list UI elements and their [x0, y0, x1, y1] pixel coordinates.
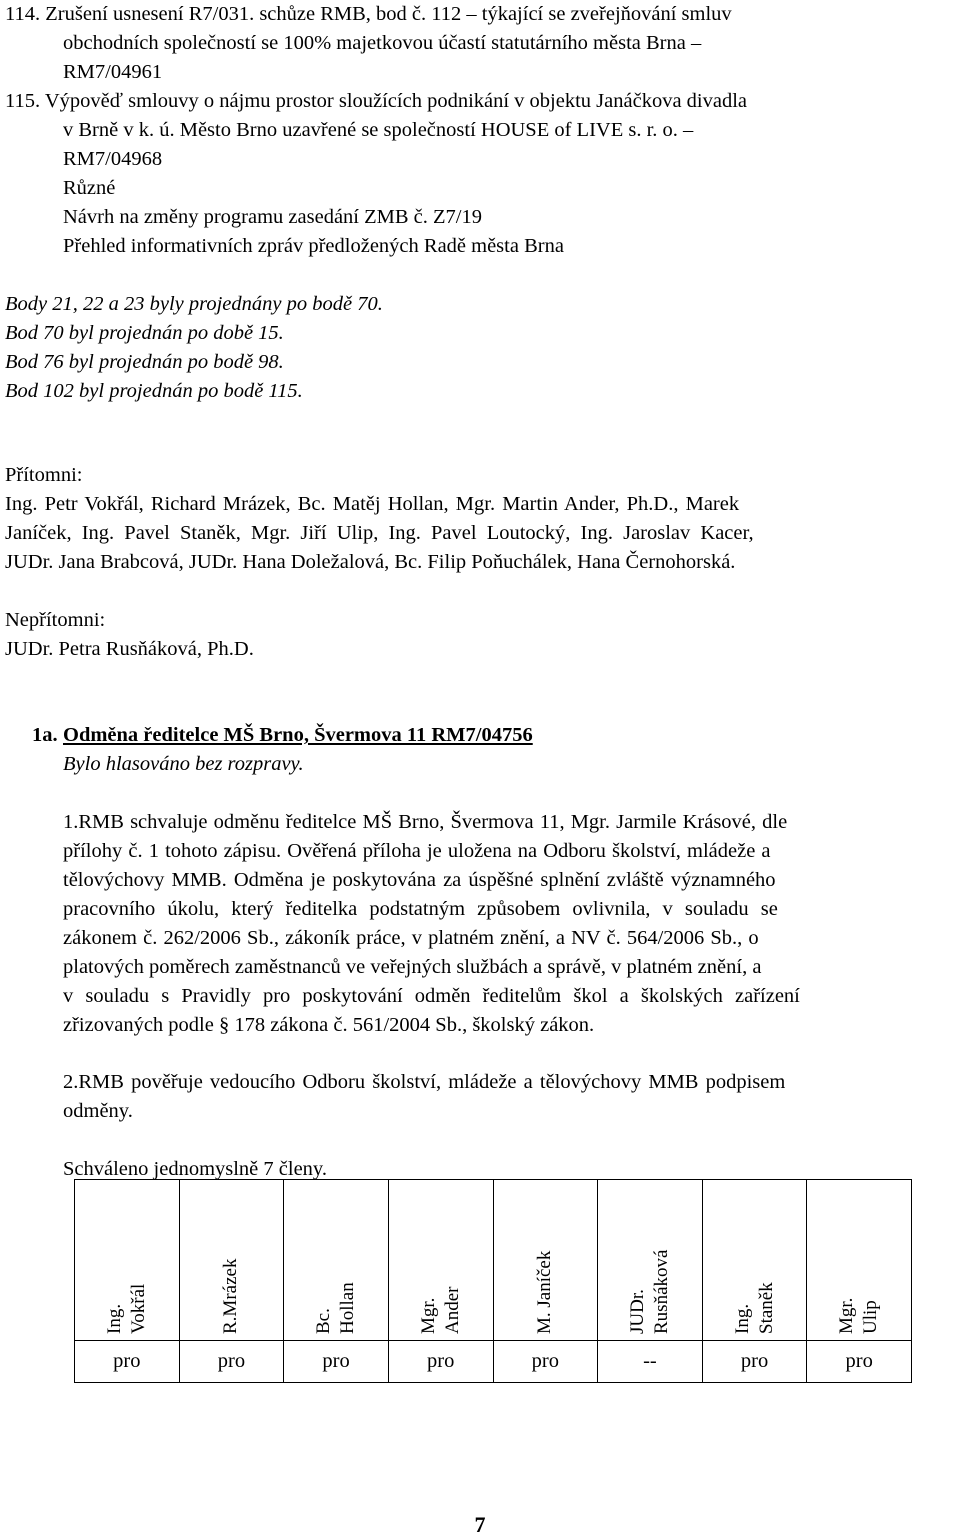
agenda-item-115-line2: v Brně v k. ú. Město Brno uzavřené se společností HOUSE of LIVE s. r. o. –	[63, 119, 694, 141]
resolution-1-line: platových poměrech zaměstnanců ve veřejných službách a správě, v platném znění, a	[63, 956, 762, 978]
vote-header-cell	[179, 1180, 284, 1341]
agenda-item-114	[5, 0, 957, 87]
misc-item-program-change: Návrh na změny programu zasedání ZMB č. Z7/19	[63, 206, 482, 228]
resolution-1	[63, 808, 956, 1040]
member-name: Mgr.	[836, 1297, 858, 1334]
present-names-line1: Ing. Petr Vokřál, Richard Mrázek, Bc. Matěj Hollan, Mgr. Martin Ander, Ph.D., Marek	[5, 493, 740, 515]
note-2: Bod 70 byl projednán po době 15.	[5, 322, 284, 344]
note-1: Body 21, 22 a 23 byly projednány po bodě 70.	[5, 293, 383, 315]
vote-value-cell: pro	[388, 1341, 493, 1383]
vote-table-header-row	[75, 1180, 912, 1341]
member-name: Ing.	[731, 1303, 753, 1334]
member-name: Bc.	[313, 1308, 335, 1334]
vote-value-cell: pro	[493, 1341, 598, 1383]
agenda-item-114-line3: RM7/04961	[63, 61, 163, 83]
resolution-1-line: 1.RMB schvaluje odměnu ředitelce MŠ Brno, Švermova 11, Mgr. Jarmile Krásové, dle	[63, 811, 788, 833]
vote-table-values-row	[75, 1341, 912, 1383]
member-name: M. Janíček	[534, 1250, 556, 1334]
vote-header-cell	[284, 1180, 389, 1341]
member-name: Staněk	[755, 1282, 777, 1334]
member-name: Mgr.	[417, 1297, 439, 1334]
section-title: Odměna ředitelce MŠ Brno, Švermova 11 RM7/04756	[63, 724, 533, 746]
member-name: Hollan	[337, 1282, 359, 1334]
vote-header-cell	[388, 1180, 493, 1341]
vote-value-cell: pro	[75, 1341, 180, 1383]
member-name: Ulip	[860, 1300, 882, 1334]
present-label: Přítomni:	[5, 464, 83, 486]
vote-value-cell: pro	[702, 1341, 807, 1383]
page-number: 7	[474, 1512, 486, 1537]
vote-header-cell	[493, 1180, 598, 1341]
resolution-1-line: zákonem č. 262/2006 Sb., zákoník práce, v platném znění, a NV č. 564/2006 Sb., o	[63, 927, 759, 949]
vote-header-cell	[702, 1180, 807, 1341]
agenda-item-114-line2: obchodních společností se 100% majetkovou účastí statutárního města Brna –	[63, 32, 702, 54]
member-name: R.Mrázek	[220, 1258, 242, 1334]
agenda-item-115	[5, 87, 957, 174]
vote-value-cell: pro	[179, 1341, 284, 1383]
vote-value-cell: pro	[807, 1341, 912, 1383]
resolution-1-line: přílohy č. 1 tohoto zápisu. Ověřená příloha je uložena na Odboru školství, mládeže a	[63, 840, 771, 862]
resolution-1-line: v souladu s Pravidly pro poskytování odměn ředitelům škol a školských zařízení	[63, 985, 800, 1007]
member-name: Ander	[441, 1286, 463, 1334]
resolution-2-line: odměny.	[63, 1100, 133, 1122]
member-name: Rusňáková	[650, 1249, 672, 1334]
present-names-line2: Janíček, Ing. Pavel Staněk, Mgr. Jiří Ulip, Ing. Pavel Loutocký, Ing. Jaroslav Kacer,	[5, 522, 754, 544]
vote-value-cell: --	[598, 1341, 703, 1383]
section-number: 1a.	[32, 724, 58, 746]
absent-label: Nepřítomni:	[5, 609, 106, 631]
vote-value-cell: pro	[284, 1341, 389, 1383]
present-names-line3: JUDr. Jana Brabcová, JUDr. Hana Doležalová, Bc. Filip Poňuchálek, Hana Černohorská.	[5, 551, 736, 573]
agenda-item-115-line3: RM7/04968	[63, 148, 163, 170]
resolution-2	[63, 1068, 956, 1126]
voting-note: Bylo hlasováno bez rozpravy.	[63, 753, 304, 775]
resolution-1-line: tělovýchovy MMB. Odměna je poskytována za úspěšné splnění zvláště významného	[63, 869, 776, 891]
resolution-2-line: 2.RMB pověřuje vedoucího Odboru školství, mládeže a tělovýchovy MMB podpisem	[63, 1071, 786, 1093]
resolution-1-line: zřizovaných podle § 178 zákona č. 561/2004 Sb., školský zákon.	[63, 1014, 595, 1036]
member-name: Ing.	[103, 1303, 125, 1334]
vote-table	[74, 1179, 912, 1383]
member-name: JUDr.	[626, 1289, 648, 1334]
misc-title: Různé	[63, 177, 116, 199]
vote-header-cell	[598, 1180, 703, 1341]
agenda-item-115-line1: 115. Výpověď smlouvy o nájmu prostor sloužících podnikání v objektu Janáčkova divadla	[5, 90, 748, 112]
note-4: Bod 102 byl projednán po bodě 115.	[5, 380, 303, 402]
approval-statement: Schváleno jednomyslně 7 členy.	[63, 1158, 327, 1180]
vote-header-cell	[807, 1180, 912, 1341]
note-3: Bod 76 byl projednán po bodě 98.	[5, 351, 284, 373]
resolution-1-line: pracovního úkolu, který ředitelka podstatným způsobem ovlivnila, v souladu se	[63, 898, 778, 920]
agenda-item-114-line1: 114. Zrušení usnesení R7/031. schůze RMB, bod č. 112 – týkající se zveřejňování smluv	[5, 3, 732, 25]
vote-header-cell	[75, 1180, 180, 1341]
misc-item-info-reports: Přehled informativních zpráv předložených Radě města Brna	[63, 235, 564, 257]
member-name: Vokřál	[127, 1283, 149, 1334]
absent-names: JUDr. Petra Rusňáková, Ph.D.	[5, 638, 254, 660]
